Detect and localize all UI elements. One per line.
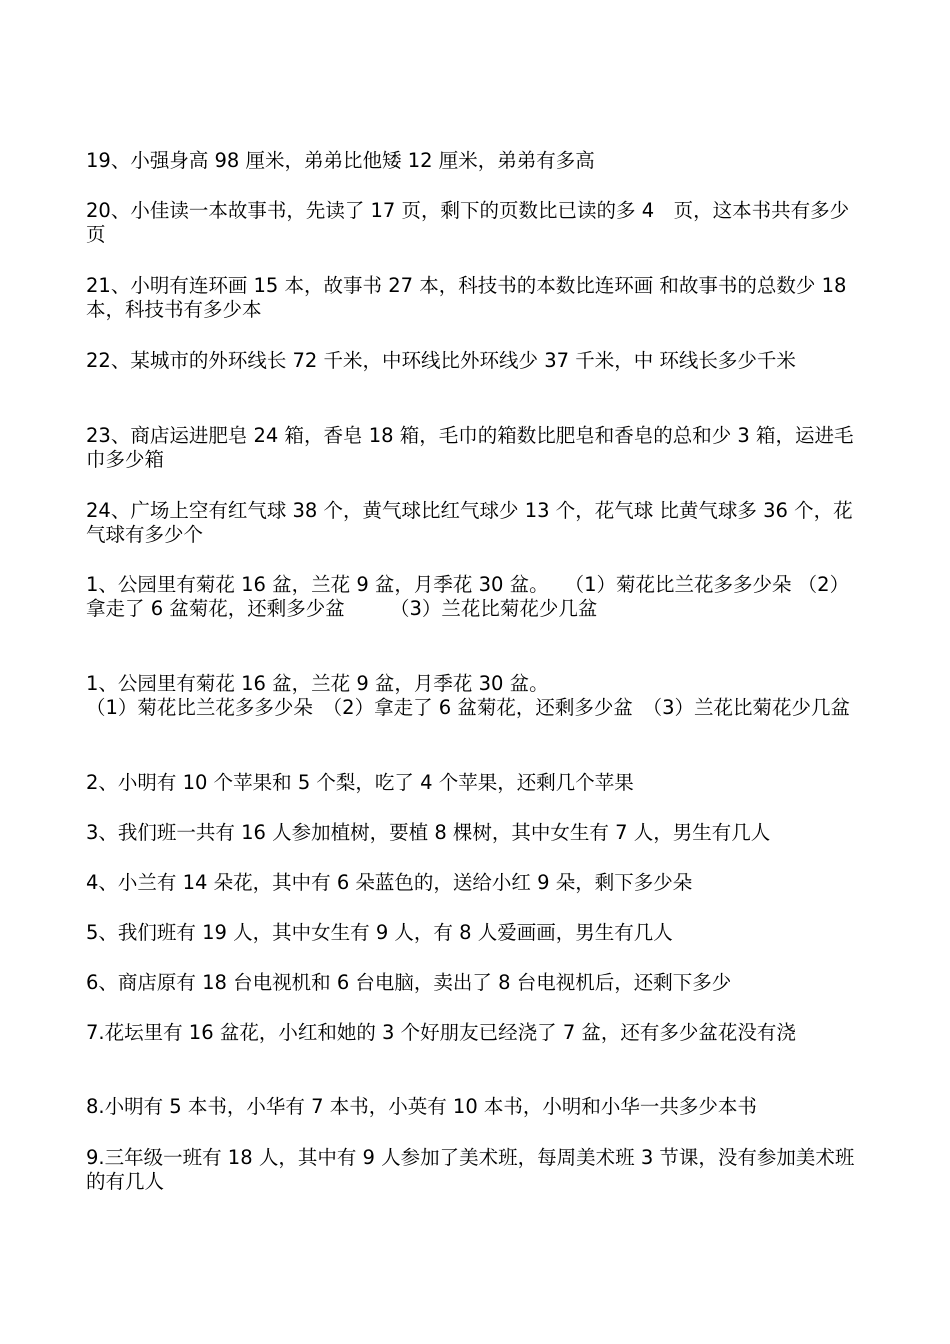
problem-1-first: 1、公园里有菊花 16 盆，兰花 9 盆，月季花 30 盆。 （1）菊花比兰花多多少朵 （2）拿走了 6 盆菊花，还剩多少盆 （3）兰花比菊花少几盆	[86, 573, 850, 620]
problem-24: 24、广场上空有红气球 38 个，黄气球比红气球少 13 个，花气球 比黄气球多 36 个，花气球有多少个	[86, 499, 853, 546]
problem-4: 4、小兰有 14 朵花，其中有 6 朵蓝色的，送给小红 9 朵，剩下多少朵	[86, 871, 693, 894]
problem-23: 23、商店运进肥皂 24 箱，香皂 18 箱，毛巾的箱数比肥皂和香皂的总和少 3 箱，运进毛巾多少箱	[86, 424, 854, 471]
problem-2: 2、小明有 10 个苹果和 5 个梨，吃了 4 个苹果，还剩几个苹果	[86, 771, 634, 794]
problem-5: 5、我们班有 19 人，其中女生有 9 人，有 8 人爱画画，男生有几人	[86, 921, 673, 944]
problem-7: 7.花坛里有 16 盆花，小红和她的 3 个好朋友已经浇了 7 盆，还有多少盆花没有浇	[86, 1021, 796, 1044]
problem-3: 3、我们班一共有 16 人参加植树，要植 8 棵树，其中女生有 7 人，男生有几人	[86, 821, 771, 844]
problem-8: 8.小明有 5 本书，小华有 7 本书，小英有 10 本书，小明和小华一共多少本书	[86, 1095, 757, 1118]
problem-21: 21、小明有连环画 15 本，故事书 27 本，科技书的本数比连环画 和故事书的总数少 18 本，科技书有多少本	[86, 274, 853, 321]
problem-1-second: 1、公园里有菊花 16 盆，兰花 9 盆，月季花 30 盆。 （1）菊花比兰花多多少朵 （2）拿走了 6 盆菊花，还剩多少盆 （3）兰花比菊花少几盆	[86, 672, 851, 719]
problem-9: 9.三年级一班有 18 人，其中有 9 人参加了美术班，每周美术班 3 节课，没有参加美术班的有几人	[86, 1146, 855, 1193]
problem-6: 6、商店原有 18 台电视机和 6 台电脑，卖出了 8 台电视机后，还剩下多少	[86, 971, 732, 994]
problem-20: 20、小佳读一本故事书，先读了 17 页，剩下的页数比已读的多 4 页，这本书共有多少页	[86, 199, 850, 246]
problem-19: 19、小强身高 98 厘米，弟弟比他矮 12 厘米，弟弟有多高	[86, 149, 595, 172]
problem-22: 22、某城市的外环线长 72 千米，中环线比外环线少 37 千米，中 环线长多少千米	[86, 349, 796, 372]
